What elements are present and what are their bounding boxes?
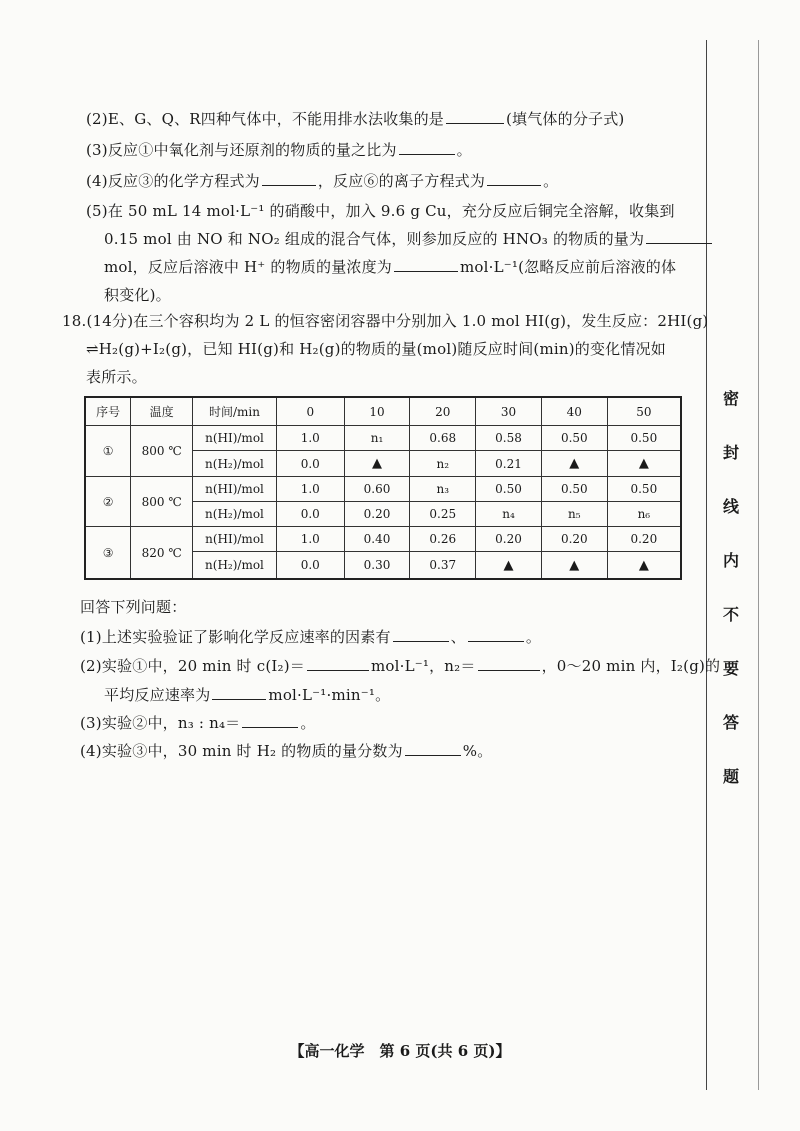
table-cell: ▲ (607, 552, 681, 579)
table-cell: n₃ (410, 477, 476, 502)
answer-intro: 回答下列问题： (80, 598, 187, 616)
answer-blank[interactable] (393, 627, 449, 642)
answer-blank[interactable] (487, 171, 541, 186)
table-cell: 0.21 (476, 450, 542, 477)
answer-blank[interactable] (307, 656, 369, 671)
side-char: 题 (722, 767, 739, 786)
temperature: 800 ℃ (131, 426, 193, 477)
row-label: n(HI)/mol (193, 426, 277, 451)
table-cell: 0.50 (541, 426, 607, 451)
reaction-data-table (84, 396, 682, 580)
header-cell: 温度 (131, 397, 193, 426)
table-cell: 0.0 (276, 552, 344, 579)
question-18-line3: 表所示。 (86, 368, 147, 386)
answer-blank[interactable] (262, 171, 316, 186)
table-row (85, 426, 681, 451)
side-char: 内 (722, 551, 739, 570)
side-char: 线 (722, 497, 739, 516)
table-cell: 0.20 (344, 502, 410, 527)
question-5-line1: (5)在 50 mL 14 mol·L⁻¹ 的硝酸中，加入 9.6 g Cu，充分反应后铜完全溶解，收集到 (86, 202, 675, 220)
row-label: n(H₂)/mol (193, 552, 277, 579)
table-cell: 0.37 (410, 552, 476, 579)
table-cell: 0.50 (541, 477, 607, 502)
table-header-row (85, 397, 681, 426)
header-cell: 序号 (85, 397, 131, 426)
answer-blank[interactable] (242, 713, 298, 728)
side-char: 不 (722, 605, 739, 624)
table-cell: 1.0 (276, 527, 344, 552)
table-cell: n₆ (607, 502, 681, 527)
answer-blank[interactable] (478, 656, 540, 671)
sub-question-2-line1: (2)实验①中，20 min 时 c(I₂)＝ mol·L⁻¹，n₂＝ ，0～20 min 内，I₂(g)的 (80, 657, 721, 675)
experiment-id: ② (85, 477, 131, 527)
table-cell: 0.20 (476, 527, 542, 552)
question-2: (2)E、G、Q、R四种气体中，不能用排水法收集的是 (填气体的分子式) (86, 110, 625, 128)
table-cell: 0.40 (344, 527, 410, 552)
question-5-line2: 0.15 mol 由 NO 和 NO₂ 组成的混合气体，则参加反应的 HNO₃ 的物质的量为 (104, 228, 714, 249)
table-cell: ▲ (344, 450, 410, 477)
header-cell: 30 (476, 397, 542, 426)
question-5-line4: 积变化)。 (104, 286, 171, 304)
page-footer: 【高一化学 第 6 页(共 6 页)】 (289, 1042, 511, 1060)
row-label: n(HI)/mol (193, 477, 277, 502)
binding-line-inner (758, 40, 759, 1090)
sub-question-3: (3)实验②中，n₃ : n₄＝ 。 (80, 714, 316, 732)
table-cell: 0.26 (410, 527, 476, 552)
table-cell: 0.60 (344, 477, 410, 502)
row-label: n(HI)/mol (193, 527, 277, 552)
table-row (85, 527, 681, 552)
table-cell: n₅ (541, 502, 607, 527)
table-cell: 0.50 (607, 477, 681, 502)
header-cell: 50 (607, 397, 681, 426)
answer-blank[interactable] (446, 109, 504, 124)
table-cell: 0.20 (541, 527, 607, 552)
table-cell: ▲ (541, 450, 607, 477)
side-char: 封 (722, 443, 739, 462)
table-cell: n₂ (410, 450, 476, 477)
header-cell: 20 (410, 397, 476, 426)
temperature: 800 ℃ (131, 477, 193, 527)
table-cell: 0.25 (410, 502, 476, 527)
side-char: 答 (722, 713, 739, 732)
answer-blank[interactable] (646, 229, 712, 244)
table-cell: n₁ (344, 426, 410, 451)
header-cell: 0 (276, 397, 344, 426)
table-cell: 1.0 (276, 426, 344, 451)
table-cell: 0.58 (476, 426, 542, 451)
question-18-line2: ⇌H₂(g)+I₂(g)，已知 HI(g)和 H₂(g)的物质的量(mol)随反应时间(min)的变化情况如 (86, 340, 666, 358)
answer-blank[interactable] (394, 257, 458, 272)
table-cell: 0.0 (276, 450, 344, 477)
answer-blank[interactable] (405, 741, 461, 756)
table-cell: 0.20 (607, 527, 681, 552)
table-cell: 0.50 (607, 426, 681, 451)
experiment-id: ① (85, 426, 131, 477)
header-cell: 10 (344, 397, 410, 426)
answer-blank[interactable] (212, 685, 266, 700)
experiment-id: ③ (85, 527, 131, 579)
header-cell: 40 (541, 397, 607, 426)
side-char: 密 (722, 389, 739, 408)
binding-line (706, 40, 707, 1090)
table-row (85, 477, 681, 502)
header-cell: 时间/min (193, 397, 277, 426)
table-cell: 0.0 (276, 502, 344, 527)
side-char: 要 (722, 659, 739, 678)
table-cell: n₄ (476, 502, 542, 527)
answer-blank[interactable] (468, 627, 524, 642)
table-cell: ▲ (607, 450, 681, 477)
row-label: n(H₂)/mol (193, 450, 277, 477)
temperature: 820 ℃ (131, 527, 193, 579)
table-cell: ▲ (476, 552, 542, 579)
row-label: n(H₂)/mol (193, 502, 277, 527)
question-5-line3: mol，反应后溶液中 H⁺ 的物质的量浓度为 mol·L⁻¹(忽略反应前后溶液的体 (104, 258, 677, 276)
question-4: (4)反应③的化学方程式为 ，反应⑥的离子方程式为 。 (86, 172, 559, 190)
sub-question-1: (1)上述实验验证了影响化学反应速率的因素有 、 。 (80, 628, 542, 646)
answer-blank[interactable] (399, 140, 455, 155)
table-cell: 0.68 (410, 426, 476, 451)
table-cell: 0.50 (476, 477, 542, 502)
table-cell: 0.30 (344, 552, 410, 579)
question-18-line1: 18.(14分)在三个容积均为 2 L 的恒容密闭容器中分别加入 1.0 mol HI(g)，发生反应：2HI(g) (62, 312, 709, 330)
sub-question-2-line2: 平均反应速率为 mol·L⁻¹·min⁻¹。 (104, 686, 391, 704)
sub-question-4: (4)实验③中，30 min 时 H₂ 的物质的量分数为 %。 (80, 742, 493, 760)
question-3: (3)反应①中氧化剂与还原剂的物质的量之比为 。 (86, 141, 472, 159)
table-cell: 1.0 (276, 477, 344, 502)
table-cell: ▲ (541, 552, 607, 579)
